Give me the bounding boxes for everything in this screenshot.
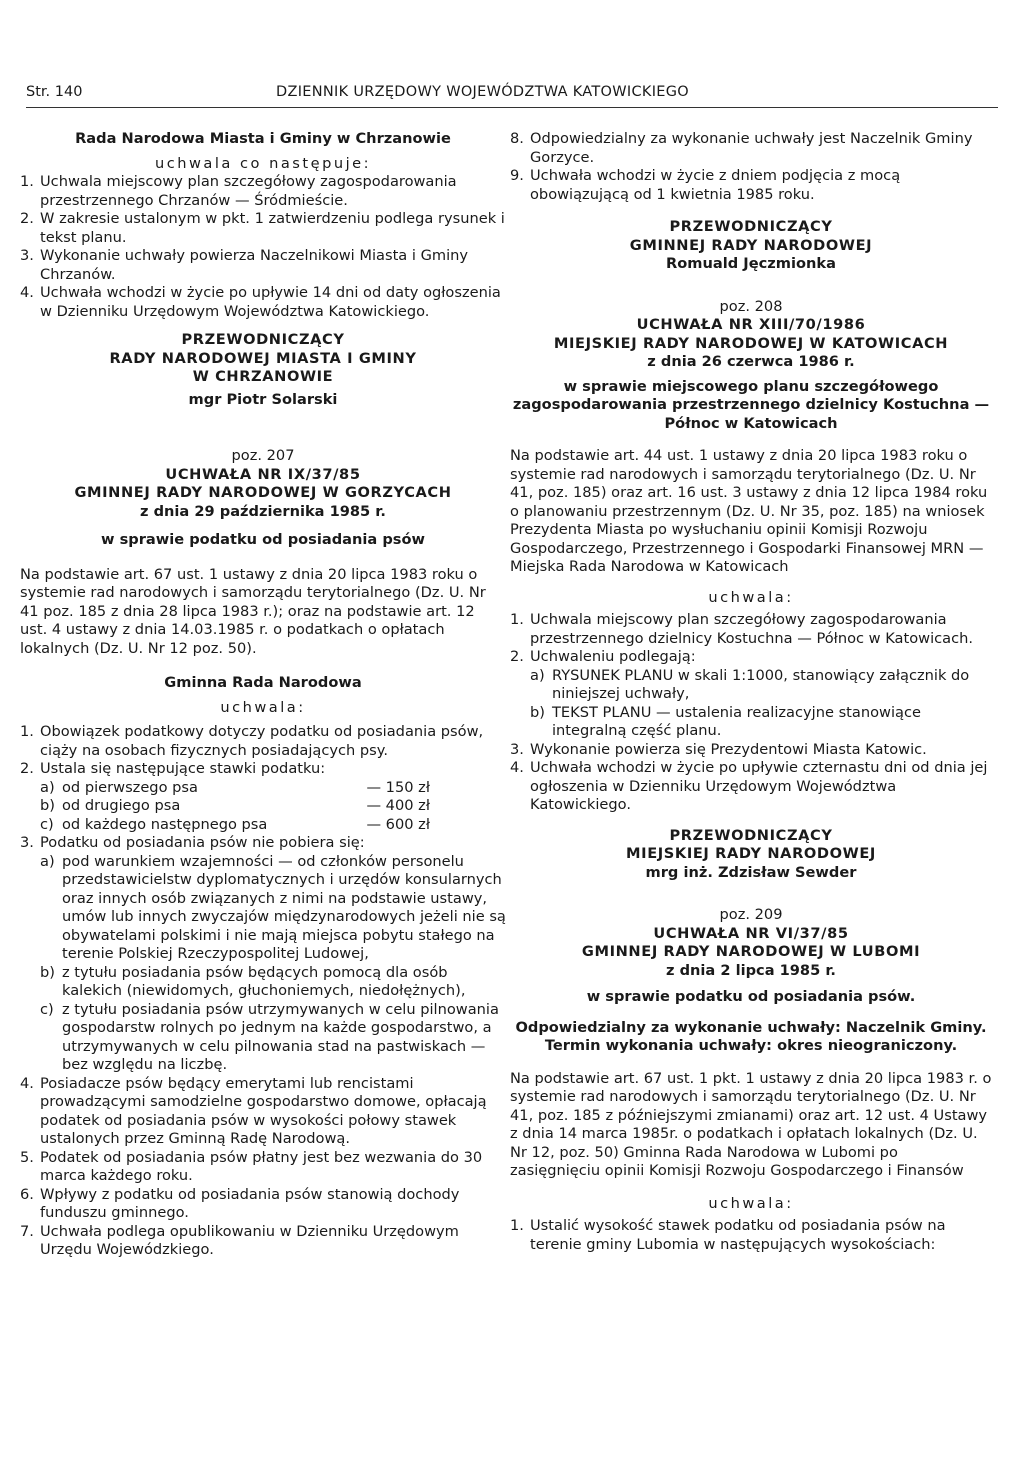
- sub-item: b) TEKST PLANU — ustalenia realizacyjne stanowiące integralną część planu.: [530, 703, 921, 739]
- signature-title: PRZEWODNICZĄCY: [181, 331, 345, 348]
- item-number: 1.: [20, 173, 34, 190]
- item-text: Wykonanie powierza się Prezydentowi Miasta Katowic.: [530, 740, 927, 758]
- sub-item: b) z tytułu posiadania psów będących pomocą dla osób kalekich (niewidomych, głuchoniemych, niedołężnych),: [40, 963, 466, 999]
- journal-title: DZIENNIK URZĘDOWY WOJEWÓDZTWA KATOWICKIEGO: [276, 84, 690, 100]
- item-text: Podatku od posiadania psów nie pobiera się:: [40, 834, 365, 851]
- list-item: 7. Uchwała podlega opublikowaniu w Dzienniku Urzędowym Urzędu Wojewódzkiego.: [20, 1223, 506, 1260]
- item-number: 2.: [20, 210, 34, 227]
- item-text: Wpływy z podatku od posiadania psów stanowią dochody funduszu gminnego.: [40, 1185, 460, 1221]
- act-body: GMINNEJ RADY NARODOWEJ W GORZYCACH: [74, 484, 452, 501]
- list-item: 4. Posiadacze psów będący emerytami lub rencistami prowadzącymi samodzielne gospodarstwo domowe, opłacają podatek od posiadania psów w wysokości połowy stawek ustalonych przez Gminną Radę Narodową.: [20, 1075, 506, 1149]
- item-text: Obowiązek podatkowy dotyczy podatku od posiadania psów, ciąży na osobach fizycznych posiadających psy.: [40, 723, 484, 759]
- signature-name: mrg inż. Zdzisław Sewder: [645, 863, 857, 881]
- item-text: Wykonanie uchwały powierza Naczelnikowi Miasta i Gminy Chrzanów.: [40, 247, 469, 283]
- resolves-label: uchwala:: [220, 698, 306, 716]
- sub-item: a) pod warunkiem wzajemności — od członków personelu przedstawicielstw dyplomatycznych i urzędów konsularnych oraz innych osób związanych z nimi na podstawie ustawy, umów lub innych zwyczajów międzynarodowych jeżeli nie są obywatelami polskimi i nie mają miejsca pobytu stałego na terenie Polskiej Rzeczypospolitej Ludowej,: [40, 852, 506, 962]
- act-209: [510, 906, 992, 1254]
- item-text: Uchwaleniu podlegają:: [530, 648, 696, 665]
- item-text: W zakresie ustalonym w pkt. 1 zatwierdzeniu podlega rysunek i tekst planu.: [40, 210, 505, 246]
- act-title: UCHWAŁA NR IX/37/85: [165, 465, 361, 483]
- item-text: Odpowiedzialny za wykonanie uchwały jest Naczelnik Gminy Gorzyce.: [530, 130, 973, 166]
- act-subject: w sprawie miejscowego planu szczegółowego zagospodarowania przestrzennego dzielnicy Kostuchna — Północ w Katowicach: [512, 377, 990, 432]
- list-item: 2. Uchwaleniu podlegają:: [510, 648, 992, 667]
- rate-row: a) od pierwszego psa — 150 zł: [20, 779, 506, 798]
- poz-number: poz. 207: [231, 447, 295, 464]
- item-text: Podatek od posiadania psów płatny jest bez wezwania do 30 marca każdego roku.: [40, 1148, 483, 1184]
- term-line: Termin wykonania uchwały: okres nieograniczony.: [544, 1037, 958, 1054]
- list-item: 3. Wykonanie powierza się Prezydentowi Miasta Katowic.: [510, 741, 992, 760]
- rate-row: b) od drugiego psa — 400 zł: [20, 797, 506, 816]
- signature-block: [510, 218, 992, 274]
- act-208: [510, 298, 992, 883]
- right-column: [510, 130, 992, 1254]
- rate-row: c) od każdego następnego psa — 600 zł: [20, 816, 506, 835]
- preamble: Na podstawie art. 44 ust. 1 ustawy z dnia 20 lipca 1983 roku o systemie rad narodowych i samorządu terytorialnego (Dz. U. Nr 41, poz. 185) oraz art. 16 ust. 3 ustawy z dnia 12 lipca 1984 roku o planowaniu przestrzennym (Dz. U. Nr 35, poz. 185) na wniosek Prezydenta Miasta po wysłuchaniu opinii Komisji Rozwoju Gospodarczego, Przestrzennego i Gospodarki Finansowej MRN — Miejska Rada Narodowa w Katowicach: [510, 447, 988, 575]
- page-number: Str. 140: [26, 84, 83, 100]
- list-item: 1. Ustalić wysokość stawek podatku od posiadania psów na terenie gminy Lubomia w następujących wysokościach:: [510, 1217, 992, 1254]
- rate-value: — 150 zł: [366, 778, 430, 796]
- list-item: 5. Podatek od posiadania psów płatny jest bez wezwania do 30 marca każdego roku.: [20, 1149, 506, 1186]
- act-207: [20, 447, 506, 1260]
- list-item: 4. Uchwała wchodzi w życie po upływie czternastu dni od dnia jej ogłoszenia w Dzienniku Urzędowym Województwa Katowickiego.: [510, 759, 992, 815]
- sub-item: a) RYSUNEK PLANU w skali 1:1000, stanowiący załącznik do niniejszej uchwały,: [530, 666, 970, 702]
- preamble: Na podstawie art. 67 ust. 1 ustawy z dnia 20 lipca 1983 roku o systemie rad narodowych i samorządu terytorialnego (Dz. U. Nr 41 poz. 185 z dnia 28 lipca 1983 r.); oraz na podstawie art. 12 ust. 4 ustawy z dnia 14.03.1985 r. o podatkach o opłatach lokalnych (Dz. U. Nr 12 poz. 50).: [20, 565, 486, 657]
- resolves-label: uchwala co następuje:: [154, 154, 372, 172]
- signature-title: PRZEWODNICZĄCY: [669, 826, 833, 844]
- list-item: 2. Ustala się następujące stawki podatku:: [20, 760, 506, 779]
- poz-number: poz. 209: [719, 906, 783, 923]
- signature-block: [510, 827, 992, 883]
- item-text: Uchwala miejscowy plan szczegółowy zagospodarowania przestrzennego Chrzanów — Śródmieście.: [40, 173, 457, 209]
- item-number: 4.: [20, 284, 34, 301]
- act-subject: w sprawie podatku od posiadania psów: [101, 531, 425, 548]
- council-name: Gminna Rada Narodowa: [164, 674, 362, 691]
- list-item: 6. Wpływy z podatku od posiadania psów stanowią dochody funduszu gminnego.: [20, 1186, 506, 1223]
- list-item: 8. Odpowiedzialny za wykonanie uchwały jest Naczelnik Gminy Gorzyce.: [510, 130, 992, 167]
- item-text: Uchwała wchodzi w życie po upływie czternastu dni od dnia jej ogłoszenia w Dzienniku Urzędowym Województwa Katowickiego.: [530, 759, 988, 813]
- item-text: Uchwała wchodzi w życie po upływie 14 dni od daty ogłoszenia w Dzienniku Urzędowym Województwa Katowickiego.: [40, 284, 501, 320]
- item-number: 3.: [20, 247, 34, 264]
- item-text: Uchwala miejscowy plan szczegółowy zagospodarowania przestrzennego dzielnicy Kostuchna — Północ w Katowicach.: [530, 611, 974, 647]
- list-item: 1. Uchwala miejscowy plan szczegółowy zagospodarowania przestrzennego dzielnicy Kostuchna — Północ w Katowicach.: [510, 611, 992, 648]
- sub-item: c) z tytułu posiadania psów utrzymywanych w celu pilnowania gospodarstw rolnych po jednym na każde gospodarstwo, a utrzymywanych w celu pilnowania stad na pastwiskach — bez względu na liczbę.: [40, 1000, 499, 1073]
- signature-block: [20, 331, 506, 409]
- rate-value: — 600 zł: [366, 815, 430, 833]
- resolves-label: uchwala:: [708, 588, 794, 606]
- signature-title: PRZEWODNICZĄCY: [669, 218, 833, 235]
- act-date: z dnia 2 lipca 1985 r.: [666, 961, 836, 979]
- item-text: Posiadacze psów będący emerytami lub rencistami prowadzącymi samodzielne gospodarstwo domowe, opłacają podatek od posiadania psów w wysokości połowy stawek ustalonych przez Gminną Radę Narodową.: [40, 1074, 487, 1147]
- item-text: Ustalić wysokość stawek podatku od posiadania psów na terenie gminy Lubomia w następujących wysokościach:: [530, 1217, 946, 1253]
- list-item: [20, 284, 506, 321]
- item-text: Uchwała wchodzi w życie z dniem podjęcia z mocą obowiązującą od 1 kwietnia 1985 roku.: [530, 167, 901, 203]
- signature-name: mgr Piotr Solarski: [188, 390, 338, 408]
- act-date: z dnia 29 października 1985 r.: [140, 502, 386, 520]
- signature-body: GMINNEJ RADY NARODOWEJ: [629, 236, 873, 254]
- act-title: UCHWAŁA NR VI/37/85: [653, 924, 849, 942]
- list-item: 9. Uchwała wchodzi w życie z dniem podjęcia z mocą obowiązującą od 1 kwietnia 1985 roku.: [510, 167, 992, 204]
- list-item: [20, 173, 506, 210]
- list-item: [20, 247, 506, 284]
- rate-value: — 400 zł: [366, 797, 430, 814]
- item-text: Uchwała podlega opublikowaniu w Dzienniku Urzędowym Urzędu Wojewódzkiego.: [40, 1222, 459, 1258]
- council-heading: Rada Narodowa Miasta i Gminy w Chrzanowie: [75, 130, 451, 147]
- signature-body: W CHRZANOWIE: [192, 368, 334, 385]
- act-date: z dnia 26 czerwca 1986 r.: [647, 353, 855, 370]
- preamble: Na podstawie art. 67 ust. 1 pkt. 1 ustawy z dnia 20 lipca 1983 r. o systemie rad narodowych i samorządu terytorialnego (Dz. U. Nr 41, poz. 185 z późniejszymi zmianami) oraz art. 12 ust. 4 Ustawy z dnia 14 marca 1985r. o podatkach i opłatach lokalnych (Dz. U. Nr 12, poz. 50) Gminna Rada Narodowa w Lubomi po zasięgnięciu opinii Komisji Rozwoju Gospodarczego i Finansów: [510, 1069, 992, 1179]
- list-item: 3. Podatku od posiadania psów nie pobiera się:: [20, 834, 506, 853]
- act-body: GMINNEJ RADY NARODOWEJ W LUBOMI: [581, 943, 921, 960]
- intro-items: [20, 173, 506, 321]
- running-header: [0, 84, 1024, 106]
- item-text: Ustala się następujące stawki podatku:: [40, 760, 326, 777]
- act-body: MIEJSKIEJ RADY NARODOWEJ W KATOWICACH: [553, 334, 949, 352]
- list-item: 1. Obowiązek podatkowy dotyczy podatku od posiadania psów, ciąży na osobach fizycznych posiadających psy.: [20, 723, 506, 760]
- left-column: [20, 130, 506, 1260]
- act-title: UCHWAŁA NR XIII/70/1986: [636, 316, 866, 333]
- resolves-label: uchwala:: [708, 1194, 794, 1212]
- act-subject: w sprawie podatku od posiadania psów.: [586, 988, 916, 1005]
- header-rule: [26, 107, 998, 108]
- signature-name: Romuald Jęczmionka: [666, 255, 836, 272]
- signature-body: MIEJSKIEJ RADY NARODOWEJ: [626, 845, 876, 862]
- list-item: [20, 210, 506, 247]
- signature-body: RADY NARODOWEJ MIASTA I GMINY: [109, 349, 417, 367]
- responsible-line: Odpowiedzialny za wykonanie uchwały: Naczelnik Gminy.: [515, 1018, 987, 1036]
- poz-number: poz. 208: [719, 297, 783, 315]
